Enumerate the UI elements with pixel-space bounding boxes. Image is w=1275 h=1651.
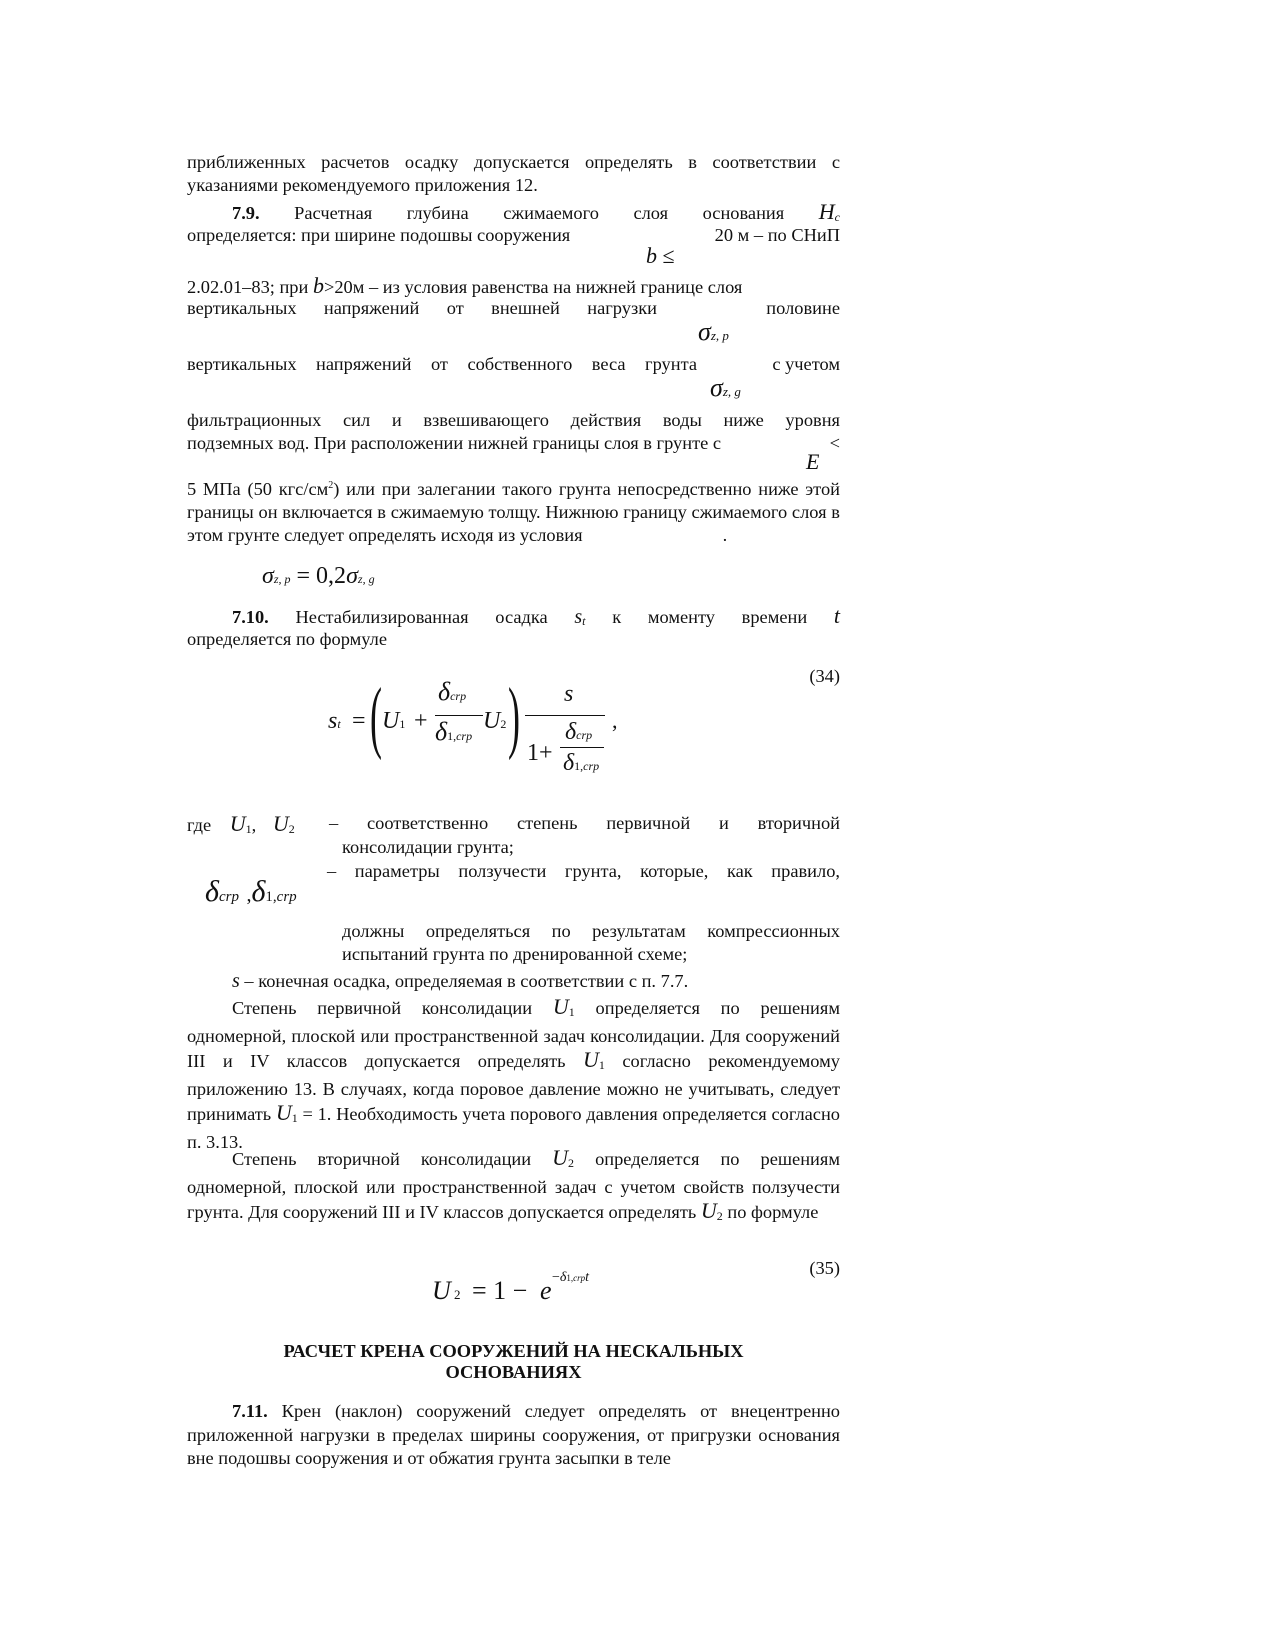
para-u2 [187, 1146, 840, 1228]
para-7-9-line2 [187, 224, 840, 247]
equation-number-35: (35) [809, 1258, 840, 1278]
text: ) или при залегании такого грунта непосредственно ниже этой границы он включается в сжимаемую толщу. Нижнюю границу сжимаемого слоя в этом грунте следует определять исходя из условия [187, 479, 840, 546]
text: Нестабилизированная осадка [295, 607, 548, 627]
heading-line1: РАСЧЕТ КРЕНА СООРУЖЕНИЙ НА НЕСКАЛЬНЫХ [283, 1341, 744, 1361]
text: по формуле [727, 1202, 819, 1222]
text: вертикальных напряжений от внешней нагрузки [187, 298, 657, 318]
heading-line2: ОСНОВАНИЯХ [445, 1362, 582, 1382]
section-heading [187, 1341, 840, 1383]
symbol-U2: U2 [272, 811, 295, 836]
equation-number-34: (34) [809, 666, 840, 686]
where-delta-line2: должны определяться по результатам компрессионных испытаний грунта по дренированной схеме; [342, 921, 840, 964]
superscript: 2 [328, 480, 334, 491]
text: определяется: при ширине подошвы сооружения [187, 225, 571, 245]
text: подземных вод. При расположении нижней границы слоя в грунте с [187, 433, 722, 453]
text: – конечная осадка, определяемая в соответствии с п. 7.7. [244, 971, 689, 991]
symbol-U2: U2 [552, 1145, 575, 1170]
symbol-U1: U1 [229, 811, 252, 836]
text: 20 м – по СНиП [714, 225, 840, 245]
symbol-U1: U1 [582, 1047, 605, 1072]
para-7-11 [187, 1400, 840, 1471]
text: 5 МПа (50 кгс/см [187, 479, 329, 500]
formula-35: U 2 = 1 − e −δ1,crpt [432, 1270, 590, 1305]
text: 20м – из условия равенства на нижней границе слоя [334, 277, 743, 297]
where-delta-line1: – параметры ползучести грунта, которые, как правило, [327, 861, 840, 881]
para-7-9-line3: 2.02.01–83; при b>20м – из условия равенства на нижней границе слоя [187, 273, 743, 298]
where-u-line1: где U1, U2 – соответственно степень первичной и вторичной [187, 811, 840, 836]
text: определяется по решениям одномерной, плоской или пространственной задач с учетом свойств ползучести грунта. Для сооружений III и IV классов допускается определять [187, 1149, 840, 1222]
para-7-9-line4 [187, 297, 840, 320]
symbol-U1: U1 [552, 994, 575, 1019]
where-u-line2: консолидации грунта; [342, 837, 514, 857]
text: Степень первичной консолидации [232, 998, 533, 1018]
symbol-delta-crp: δcrp ,δ1,crp [205, 875, 297, 908]
text: Расчетная глубина сжимаемого слоя основания [294, 203, 785, 223]
text: с учетом [772, 354, 840, 374]
text: 2.02.01–83; при [187, 277, 309, 297]
text: определяется по решениям одномерной, плоской или пространственной задач консолидации. Для сооружений III и IV классов допускается определять [187, 998, 840, 1071]
symbol-sigma-zp: σz, p [698, 317, 729, 346]
symbol-U1: U1 [275, 1100, 298, 1125]
symbol-t: t [833, 603, 841, 628]
symbol-U2: U2 [700, 1198, 723, 1223]
text: – соответственно степень первичной и вторичной [329, 813, 840, 833]
where-s-line [187, 970, 840, 993]
formula-34: st = ( U1 + δcrp δ1,crp U2 ) s 1+ δcrp δ1,crp , [328, 673, 618, 776]
text: Степень вторичной консолидации [232, 1149, 532, 1169]
text: < [829, 433, 840, 453]
symbol-st: st [574, 606, 586, 628]
symbol-E: E [806, 449, 820, 474]
text: согласно рекомендуемому приложению 13. В случаях, когда поровое давление можно не учитывать, следует принимать [187, 1051, 840, 1124]
para-7-9-line5 [187, 353, 840, 376]
para-u1 [187, 995, 840, 1154]
symbol-b-leq: b ≤ [646, 243, 675, 268]
symbol-sigma-zg: σz, g [710, 373, 741, 402]
para-7-9-line7 [187, 432, 840, 455]
clause-number: 7.9. [232, 203, 260, 223]
text: половине [766, 298, 840, 318]
para-7-9-line6: фильтрационных сил и взвешивающего действия воды ниже уровня [187, 410, 840, 430]
text: вертикальных напряжений от собственного веса грунта [187, 354, 697, 374]
symbol-s: s [232, 970, 240, 992]
symbol-b: b [312, 273, 324, 298]
text: к моменту времени [612, 607, 808, 627]
text: где [187, 815, 212, 835]
text: = 1. Необходимость учета порового давления определяется согласно п. 3.13. [187, 1104, 840, 1152]
formula-sigma-condition: σz, p = 0,2σz, g [262, 563, 375, 589]
clause-number: 7.10. [232, 607, 269, 627]
para-7-10-line2: определяется по формуле [187, 629, 387, 649]
text: . [722, 525, 728, 546]
symbol-Hc: Hc [818, 199, 840, 224]
clause-number: 7.11. [232, 1401, 268, 1421]
paragraph-intro: приближенных расчетов осадку допускается определять в соответствии с указаниями рекомендуемого приложения 12. [187, 152, 840, 195]
para-7-9-cont [187, 474, 840, 547]
text: Крен (наклон) сооружений следует определять от внецентренно приложенной нагрузки в пределах ширины сооружения, от пригрузки основания вне подошвы сооружения и от обжатия грунта засыпки в теле [187, 1401, 840, 1468]
